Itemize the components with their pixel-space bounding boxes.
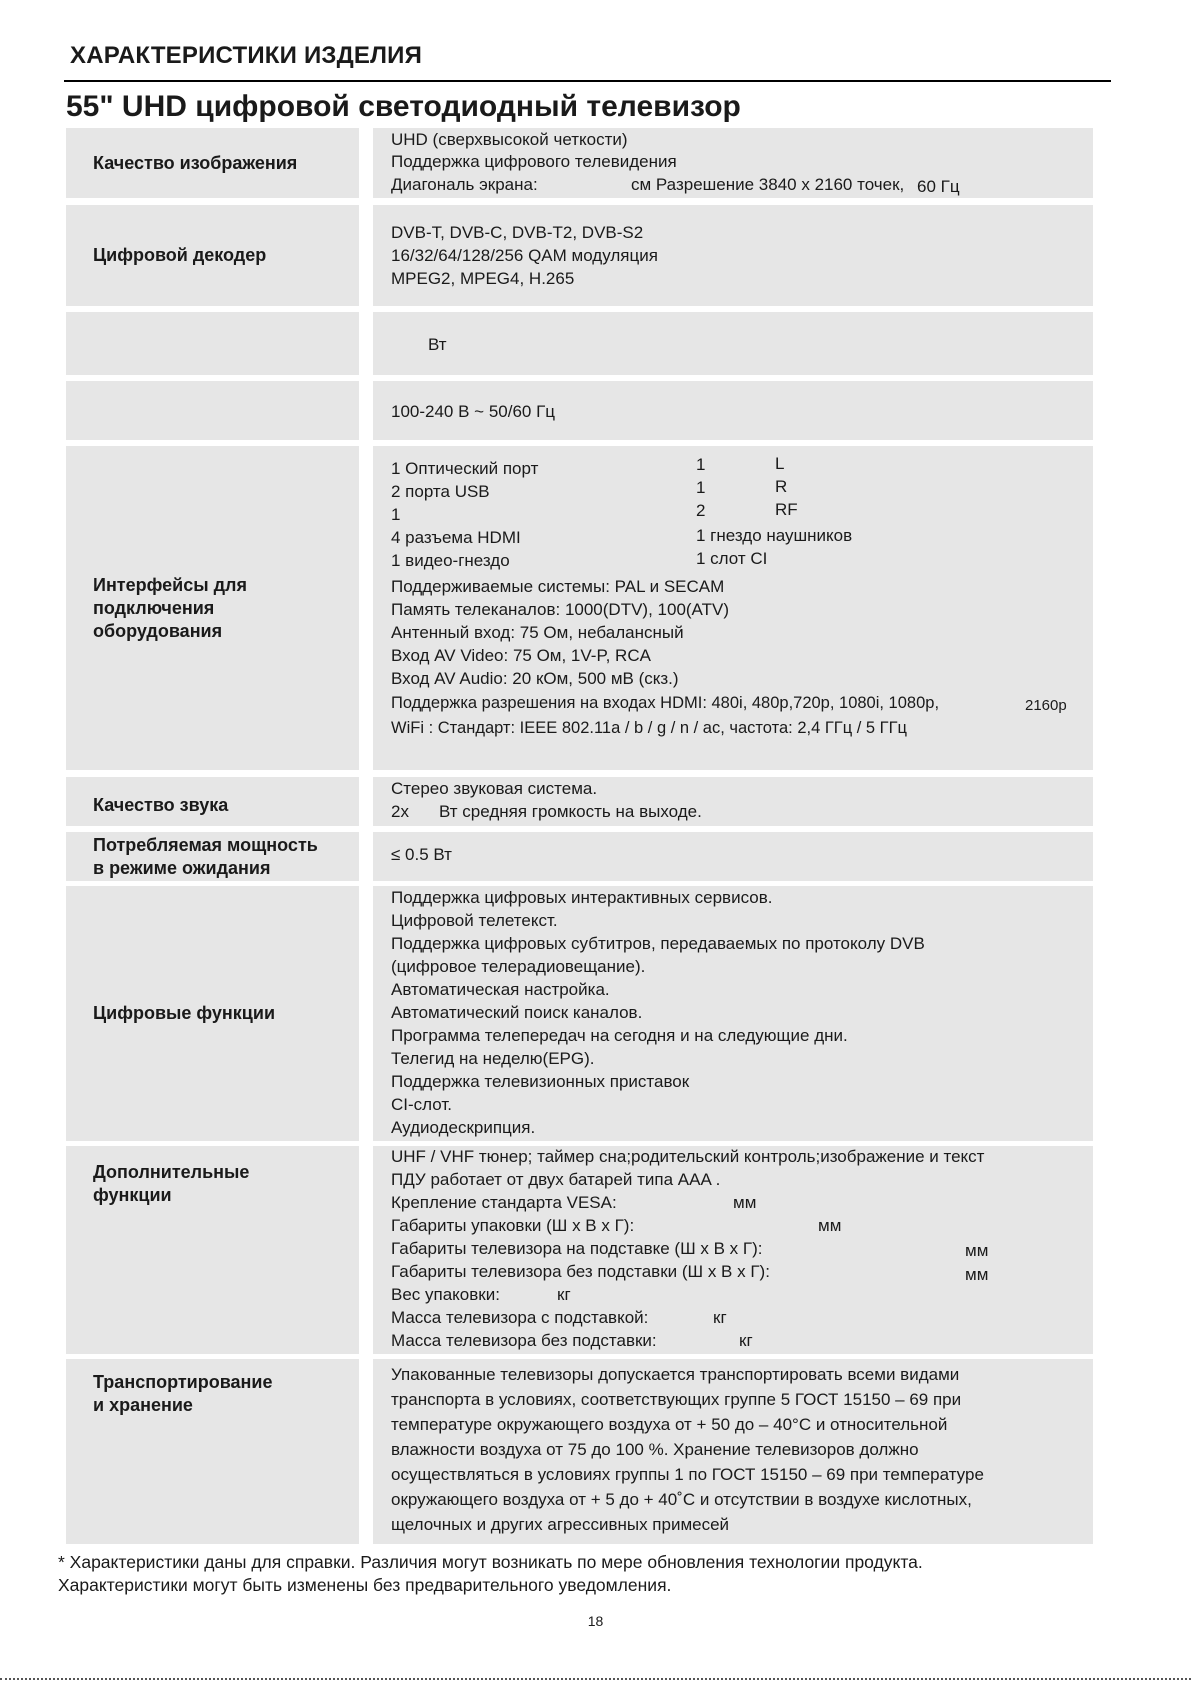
spec-line: Масса телевизора без подставки: bbox=[391, 1331, 657, 1350]
spec-line: Упакованные телевизоры допускается транспортировать всеми видами bbox=[391, 1365, 960, 1384]
spec-label: Дополнительные функции bbox=[66, 1146, 359, 1354]
spec-line: щелочных и других агрессивных примесей bbox=[391, 1515, 730, 1534]
spec-line: UHD (сверхвысокой четкости) bbox=[391, 130, 628, 149]
spec-line: мм bbox=[965, 1241, 989, 1260]
spec-line: Вес упаковки: bbox=[391, 1285, 500, 1304]
spec-label: Цифровой декодер bbox=[66, 205, 359, 306]
spec-line: Масса телевизора с подставкой: bbox=[391, 1308, 649, 1327]
spec-line: Вход AV Audio: 20 кОм, 500 мВ (скз.) bbox=[391, 669, 679, 688]
spec-line: 4 разъема HDMI bbox=[391, 528, 521, 547]
spec-label: Качество звука bbox=[66, 777, 359, 826]
spec-line: см Разрешение 3840 x 2160 точек, bbox=[631, 175, 905, 194]
spec-content bbox=[373, 381, 1093, 440]
spec-content bbox=[373, 128, 1093, 198]
spec-label: Качество изображения bbox=[66, 128, 359, 198]
spec-label: Потребляемая мощность в режиме ожидания bbox=[66, 832, 359, 881]
spec-line: кг bbox=[739, 1331, 753, 1350]
spec-line: Габариты упаковки (Ш x В x Г): bbox=[391, 1216, 635, 1235]
spec-label: Интерфейсы для подключения оборудования bbox=[66, 446, 359, 770]
spec-row-voltage bbox=[66, 381, 1093, 440]
spec-row-standby bbox=[66, 832, 1093, 881]
spec-line: 1 bbox=[391, 505, 401, 524]
spec-line: Вт bbox=[428, 335, 447, 354]
spec-line: 60 Гц bbox=[917, 177, 960, 196]
spec-content bbox=[373, 886, 1093, 1141]
spec-line: Поддержка телевизионных приставок bbox=[391, 1072, 690, 1091]
spec-line: 2160p bbox=[1025, 697, 1067, 714]
spec-label: Транспортирование и хранение bbox=[66, 1359, 359, 1544]
spec-line: 1 bbox=[696, 478, 706, 497]
spec-content bbox=[373, 446, 1093, 770]
spec-line: Поддержка цифрового телевидения bbox=[391, 152, 677, 171]
spec-line: 16/32/64/128/256 QAM модуляция bbox=[391, 246, 658, 265]
section-title: ХАРАКТЕРИСТИКИ ИЗДЕЛИЯ bbox=[70, 42, 423, 69]
spec-line: 1 слот CI bbox=[696, 549, 768, 568]
spec-line: кг bbox=[557, 1285, 571, 1304]
spec-line: ПДУ работает от двух батарей типа AAA . bbox=[391, 1170, 721, 1189]
spec-content bbox=[373, 777, 1093, 826]
footnote-line: * Характеристики даны для справки. Различия могут возникать по мере обновления технологии продукта. bbox=[58, 1552, 923, 1572]
spec-content bbox=[373, 1146, 1093, 1354]
spec-row-transport bbox=[66, 1359, 1093, 1544]
spec-line: Стерео звуковая система. bbox=[391, 779, 598, 798]
spec-line: 1 Оптический порт bbox=[391, 459, 539, 478]
spec-line: Программа телепередач на сегодня и на следующие дни. bbox=[391, 1026, 848, 1045]
spec-line: Антенный вход: 75 Ом, небалансный bbox=[391, 623, 684, 642]
spec-line: MPEG2, MPEG4, H.265 bbox=[391, 269, 575, 288]
spec-row-picture bbox=[66, 128, 1093, 198]
spec-line: 2 bbox=[696, 501, 706, 520]
spec-line: RF bbox=[775, 500, 798, 519]
footnote bbox=[58, 1551, 923, 1597]
spec-line: Вт средняя громкость на выходе. bbox=[439, 802, 702, 821]
spec-line: Цифровой телетекст. bbox=[391, 911, 558, 930]
spec-line: Память телеканалов: 1000(DTV), 100(ATV) bbox=[391, 600, 730, 619]
spec-row-interfaces bbox=[66, 446, 1093, 770]
spec-line: Поддержка цифровых субтитров, передаваемых по протоколу DVB bbox=[391, 934, 925, 953]
spec-line: осуществляться в условиях группы 1 по ГОСТ 15150 – 69 при температуре bbox=[391, 1465, 984, 1484]
spec-line: L bbox=[775, 454, 785, 473]
spec-row-digital bbox=[66, 886, 1093, 1141]
spec-content bbox=[373, 205, 1093, 306]
spec-row-power bbox=[66, 312, 1093, 375]
spec-content bbox=[373, 1359, 1093, 1544]
spec-line: ≤ 0.5 Вт bbox=[391, 845, 452, 864]
spec-line: кг bbox=[713, 1308, 727, 1327]
product-title: 55" UHD цифровой светодиодный телевизор bbox=[66, 90, 741, 123]
spec-label: Цифровые функции bbox=[66, 886, 359, 1141]
spec-line: WiFi : Стандарт: IEEE 802.11a / b / g / n / ac, частота: 2,4 ГГц / 5 ГГц bbox=[391, 719, 907, 737]
header-rule bbox=[64, 80, 1111, 82]
spec-row-sound bbox=[66, 777, 1093, 826]
spec-line: Автоматическая настройка. bbox=[391, 980, 610, 999]
footnote-line: Характеристики могут быть изменены без предварительного уведомления. bbox=[58, 1575, 672, 1595]
spec-line: Вход AV Video: 75 Ом, 1V-P, RCA bbox=[391, 646, 651, 665]
spec-content bbox=[373, 832, 1093, 881]
spec-line: Диагональ экрана: bbox=[391, 175, 538, 194]
spec-line: мм bbox=[965, 1265, 989, 1284]
spec-line: транспорта в условиях, соответствующих группе 5 ГОСТ 15150 – 69 при bbox=[391, 1390, 962, 1409]
spec-label bbox=[66, 381, 359, 440]
spec-line: Габариты телевизора на подставке (Ш x В x Г): bbox=[391, 1239, 763, 1258]
spec-line: Аудиодескрипция. bbox=[391, 1118, 536, 1137]
spec-line: влажности воздуха от 75 до 100 %. Хранение телевизоров должно bbox=[391, 1440, 919, 1459]
spec-line: Крепление стандарта VESA: bbox=[391, 1193, 617, 1212]
spec-line: температуре окружающего воздуха от + 50 до – 40°С и относительной bbox=[391, 1415, 948, 1434]
spec-line: 100-240 В ~ 50/60 Гц bbox=[391, 402, 556, 421]
spec-line: 2 порта USB bbox=[391, 482, 490, 501]
spec-line: R bbox=[775, 477, 788, 496]
spec-line: 2x bbox=[391, 802, 409, 821]
spec-line: 1 видео-гнездо bbox=[391, 551, 510, 570]
spec-content bbox=[373, 312, 1093, 375]
spec-line: Телегид на неделю(EPG). bbox=[391, 1049, 595, 1068]
spec-line: Поддерживаемые системы: PAL и SECAM bbox=[391, 577, 725, 596]
spec-line: мм bbox=[733, 1193, 757, 1212]
spec-row-extra bbox=[66, 1146, 1093, 1354]
bottom-dotted-rule bbox=[0, 1678, 1191, 1680]
spec-line: Поддержка цифровых интерактивных сервисов. bbox=[391, 888, 773, 907]
spec-line: мм bbox=[818, 1216, 842, 1235]
spec-line: 1 bbox=[696, 455, 706, 474]
spec-line: 1 гнездо наушников bbox=[696, 526, 853, 545]
page-number: 18 bbox=[587, 1613, 604, 1629]
spec-line: Поддержка разрешения на входах HDMI: 480i, 480p,720p, 1080i, 1080p, bbox=[391, 694, 940, 712]
spec-line: UHF / VHF тюнер; таймер сна;родительский контроль;изображение и текст bbox=[391, 1147, 985, 1166]
spec-line: окружающего воздуха от + 5 до + 40˚С и отсутствии в воздухе кислотных, bbox=[391, 1490, 972, 1509]
spec-line: Автоматический поиск каналов. bbox=[391, 1003, 643, 1022]
spec-row-decoder bbox=[66, 205, 1093, 306]
spec-line: DVB-T, DVB-C, DVB-T2, DVB-S2 bbox=[391, 223, 644, 242]
spec-label bbox=[66, 312, 359, 375]
spec-line: (цифровое телерадиовещание). bbox=[391, 957, 646, 976]
spec-line: Габариты телевизора без подставки (Ш x В x Г): bbox=[391, 1262, 770, 1281]
spec-line: CI-слот. bbox=[391, 1095, 452, 1114]
